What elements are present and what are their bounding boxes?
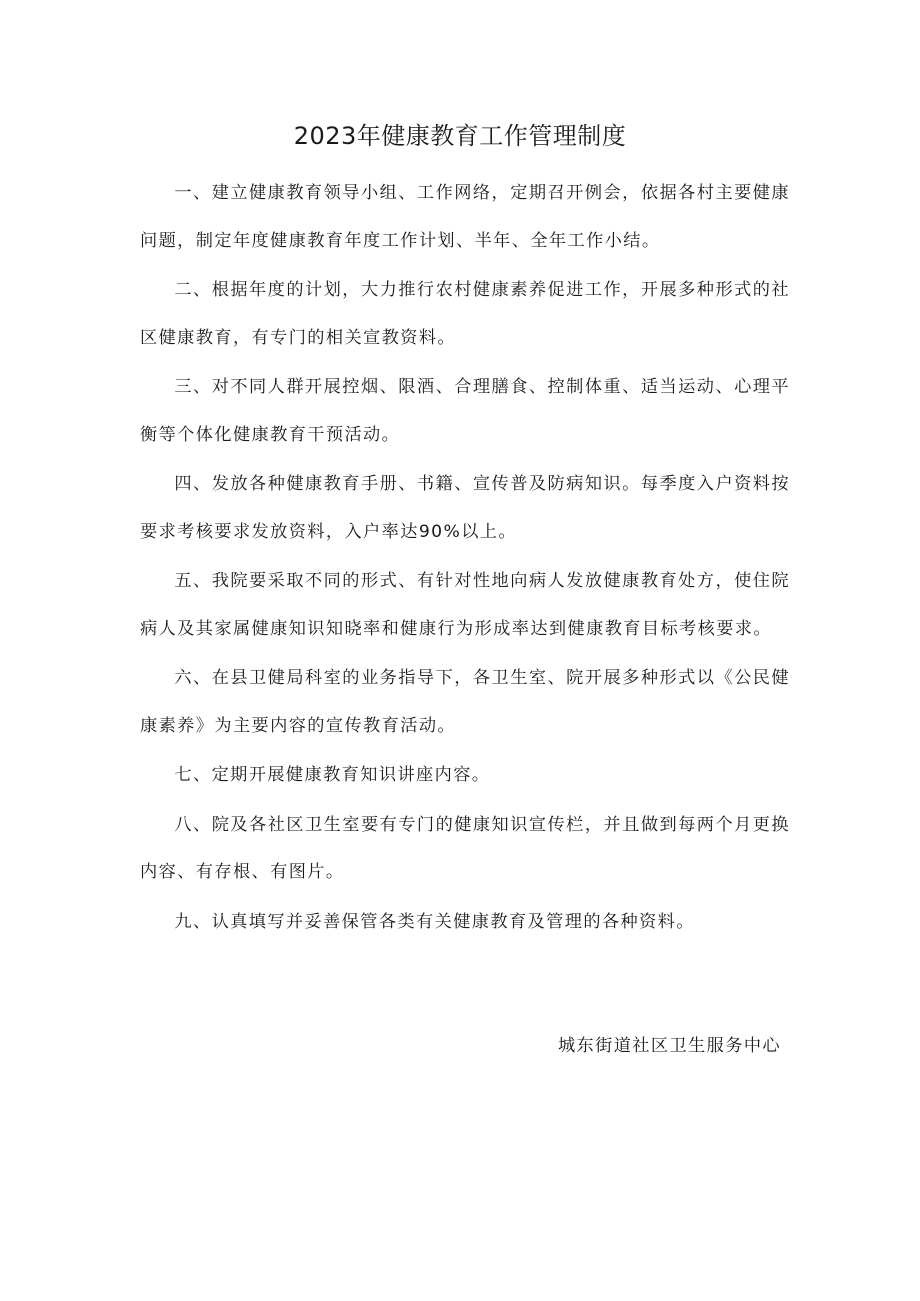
- paragraph-7: 七、定期开展健康教育知识讲座内容。: [174, 765, 491, 785]
- paragraph-6: 六、在县卫健局科室的业务指导下，各卫生室、院开展多种形式以《公民健康素养》为主要内容的宣传教育活动。: [140, 668, 790, 736]
- paragraph-2: 二、根据年度的计划，大力推行农村健康素养促进工作，开展多种形式的社区健康教育，有专门的相关宣教资料。: [140, 280, 790, 348]
- paragraph-5: 五、我院要采取不同的形式、有针对性地向病人发放健康教育处方，使住院病人及其家属健康知识知晓率和健康行为形成率达到健康教育目标考核要求。: [140, 571, 790, 639]
- paragraph-1: 一、建立健康教育领导小组、工作网络，定期召开例会，依据各村主要健康问题，制定年度健康教育年度工作计划、半年、全年工作小结。: [140, 183, 790, 251]
- signature-organization: 城东街道社区卫生服务中心: [557, 1036, 781, 1056]
- paragraph-8: 八、院及各社区卫生室要有专门的健康知识宣传栏，并且做到每两个月更换内容、有存根、有图片。: [140, 814, 790, 882]
- paragraph-3: 三、对不同人群开展控烟、限酒、合理膳食、控制体重、适当运动、心理平衡等个体化健康教育干预活动。: [140, 377, 790, 445]
- document-title: 2023年健康教育工作管理制度: [293, 122, 627, 150]
- document-body: [140, 170, 790, 948]
- paragraph-9: 九、认真填写并妥善保管各类有关健康教育及管理的各种资料。: [174, 911, 695, 932]
- paragraph-4: 四、发放各种健康教育手册、书籍、宣传普及防病知识。每季度入户资料按要求考核要求发放资料，入户率达90%以上。: [140, 474, 790, 542]
